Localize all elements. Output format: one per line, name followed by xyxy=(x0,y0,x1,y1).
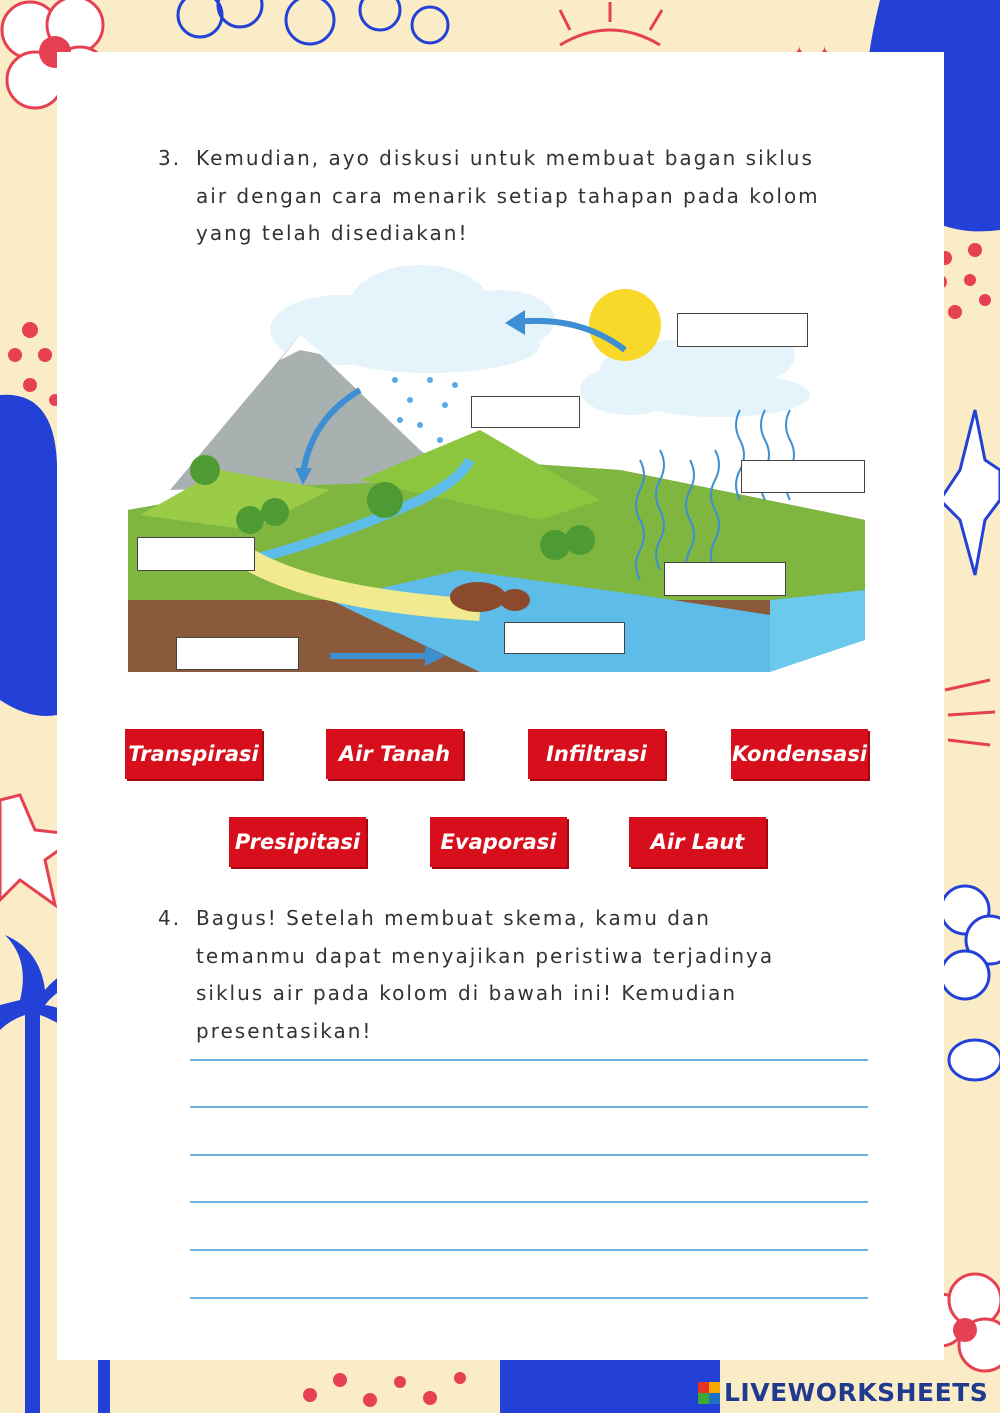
drop-zone-infiltration[interactable] xyxy=(137,537,255,571)
question-line: siklus air pada kolom di bawah ini! Kemudian xyxy=(196,981,738,1005)
answer-line[interactable] xyxy=(190,1059,868,1061)
question-text xyxy=(196,900,871,1050)
drop-zone-transpiration[interactable] xyxy=(741,460,865,493)
drop-zone-precipitation[interactable] xyxy=(471,396,580,428)
answer-line[interactable] xyxy=(190,1154,868,1156)
brand-name: LIVEWORKSHEETS xyxy=(724,1378,989,1407)
liveworksheets-logo-icon xyxy=(698,1382,720,1404)
liveworksheets-brand[interactable] xyxy=(698,1378,988,1407)
drop-zone-evaporation[interactable] xyxy=(664,562,786,596)
chip-kondensasi[interactable]: Kondensasi xyxy=(731,729,868,779)
question-line: Kemudian, ayo diskusi untuk membuat bagan siklus xyxy=(196,146,814,170)
answer-line[interactable] xyxy=(190,1249,868,1251)
drop-zone-groundwater[interactable] xyxy=(176,637,299,670)
question-line: temanmu dapat menyajikan peristiwa terjadinya xyxy=(196,943,775,968)
chip-presipitasi[interactable]: Presipitasi xyxy=(229,817,366,867)
question-line: yang telah disediakan! xyxy=(196,221,469,245)
chip-air-tanah[interactable]: Air Tanah xyxy=(326,729,463,779)
chip-infiltrasi[interactable]: Infiltrasi xyxy=(528,729,665,779)
question-line: presentasikan! xyxy=(196,1018,373,1043)
question-number: 4. xyxy=(158,906,182,930)
answer-line[interactable] xyxy=(190,1201,868,1203)
answer-line[interactable] xyxy=(190,1297,868,1299)
chip-evaporasi[interactable]: Evaporasi xyxy=(430,817,567,867)
drop-zone-sea-water[interactable] xyxy=(504,622,625,654)
question-line: air dengan cara menarik setiap tahapan pada kolom xyxy=(196,183,820,208)
question-number: 3. xyxy=(158,146,182,170)
question-line: Bagus! Setelah membuat skema, kamu dan xyxy=(196,906,711,930)
chip-air-laut[interactable]: Air Laut xyxy=(629,817,766,867)
chip-transpirasi[interactable]: Transpirasi xyxy=(125,729,262,779)
answer-line[interactable] xyxy=(190,1106,868,1108)
drop-zone-condensation[interactable] xyxy=(677,313,808,347)
